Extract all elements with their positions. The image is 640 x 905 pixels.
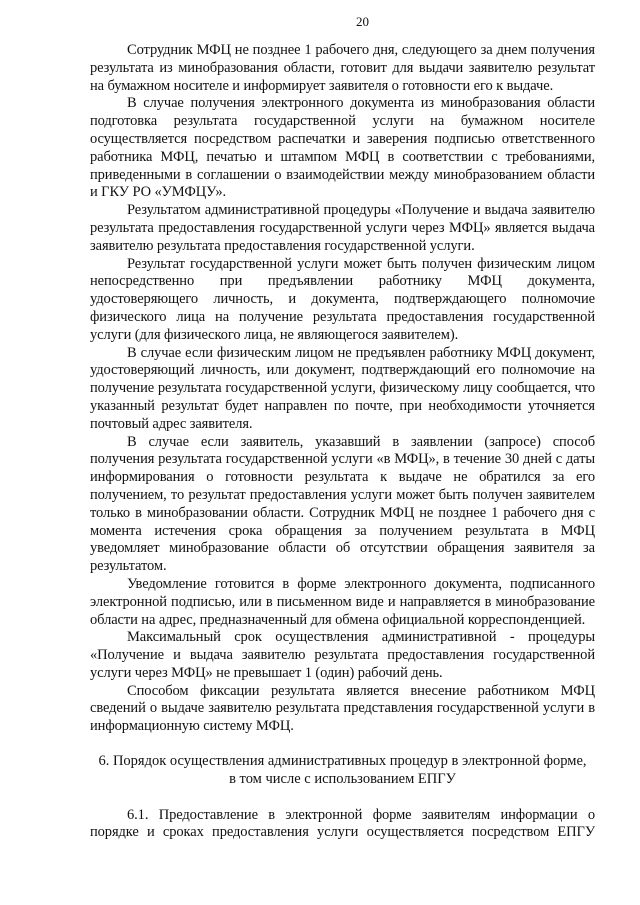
- paragraph-no-identity-document: В случае если физическим лицом не предъявлен работнику МФЦ документ, удостоверяющий личность, или документ, подтверждающий его полномочие на получение результата государственной услуги, физическому лицу сообщается, что указанный результат будет направлен по почте, при необходимости уточняется почтовый адрес заявителя.: [90, 344, 595, 432]
- paragraph-fixation-method: Способом фиксации результата является внесение работником МФЦ сведений о выдаче заявителю результата представления государственной услуги в информационную систему МФЦ.: [90, 682, 595, 735]
- paragraph-procedure-result: Результатом административной процедуры «Получение и выдача заявителю результата предоставления государственной услуги через МФЦ» является выдача заявителю результата предоставления государственной услуги.: [90, 202, 595, 254]
- paragraph-notification: Уведомление готовится в форме электронного документа, подписанного электронной подписью, или в письменном виде и направляется в минобразование области на адрес, предназначенный для обмена официальной корреспонденцией.: [90, 575, 595, 628]
- document-page: [90, 0, 595, 842]
- paragraph-6-1: 6.1. Предоставление в электронной форме заявителям информации о порядке и сроках предоставления услуги осуществляется посредством ЕПГУ: [90, 806, 595, 841]
- section-heading: [90, 753, 595, 789]
- paragraph-electronic-document: В случае получения электронного документа из минобразования области подготовка результата государственной услуги на бумажном носителе осуществляется посредством распечатки и заверения подписью ответственного работника МФЦ, печатью и штампом МФЦ в соответствии с требованиями, приведенными в соглашении о взаимодействии между минобразованием области и ГКУ РО «УМФЦУ».: [90, 95, 595, 201]
- paragraph-max-term: Максимальный срок осуществления административной - процедуры «Получение и выдача заявителю результата предоставления государственной услуги через МФЦ» не превышает 1 (один) рабочий день.: [90, 629, 595, 681]
- paragraph-mfc-issue: Сотрудник МФЦ не позднее 1 рабочего дня, следующего за днем получения результата из минобразования области, готовит для выдачи заявителю результат на бумажном носителе и информирует заявителя о готовности его к выдаче.: [90, 42, 595, 94]
- page-number: 20: [356, 14, 369, 29]
- section-heading-line-2: в том числе с использованием ЕПГУ: [229, 770, 456, 787]
- paragraph-individual-receipt: Результат государственной услуги может быть получен физическим лицом непосредственно при предъявлении работнику МФЦ документа, удостоверяющего личность, и документа, подтверждающего полномочие физического лица на получение результата предоставления государственной услуги (для физического лица, не являющегося заявителем).: [90, 255, 595, 343]
- section-heading-line-1: 6. Порядок осуществления административных процедур в электронной форме,: [98, 753, 587, 770]
- paragraph-30-days: В случае если заявитель, указавший в заявлении (запросе) способ получения результата государственной услуги «в МФЦ», в течение 30 дней с даты информирования о готовности результата к выдаче не обратился за его получением, то результат предоставления услуги может быть получен заявителем только в минобразовании области. Сотрудник МФЦ не позднее 1 рабочего дня с момента истечения срока обращения за получением результата в МФЦ уведомляет минобразование области об отсутствии обращения заявителя за результатом.: [90, 433, 595, 575]
